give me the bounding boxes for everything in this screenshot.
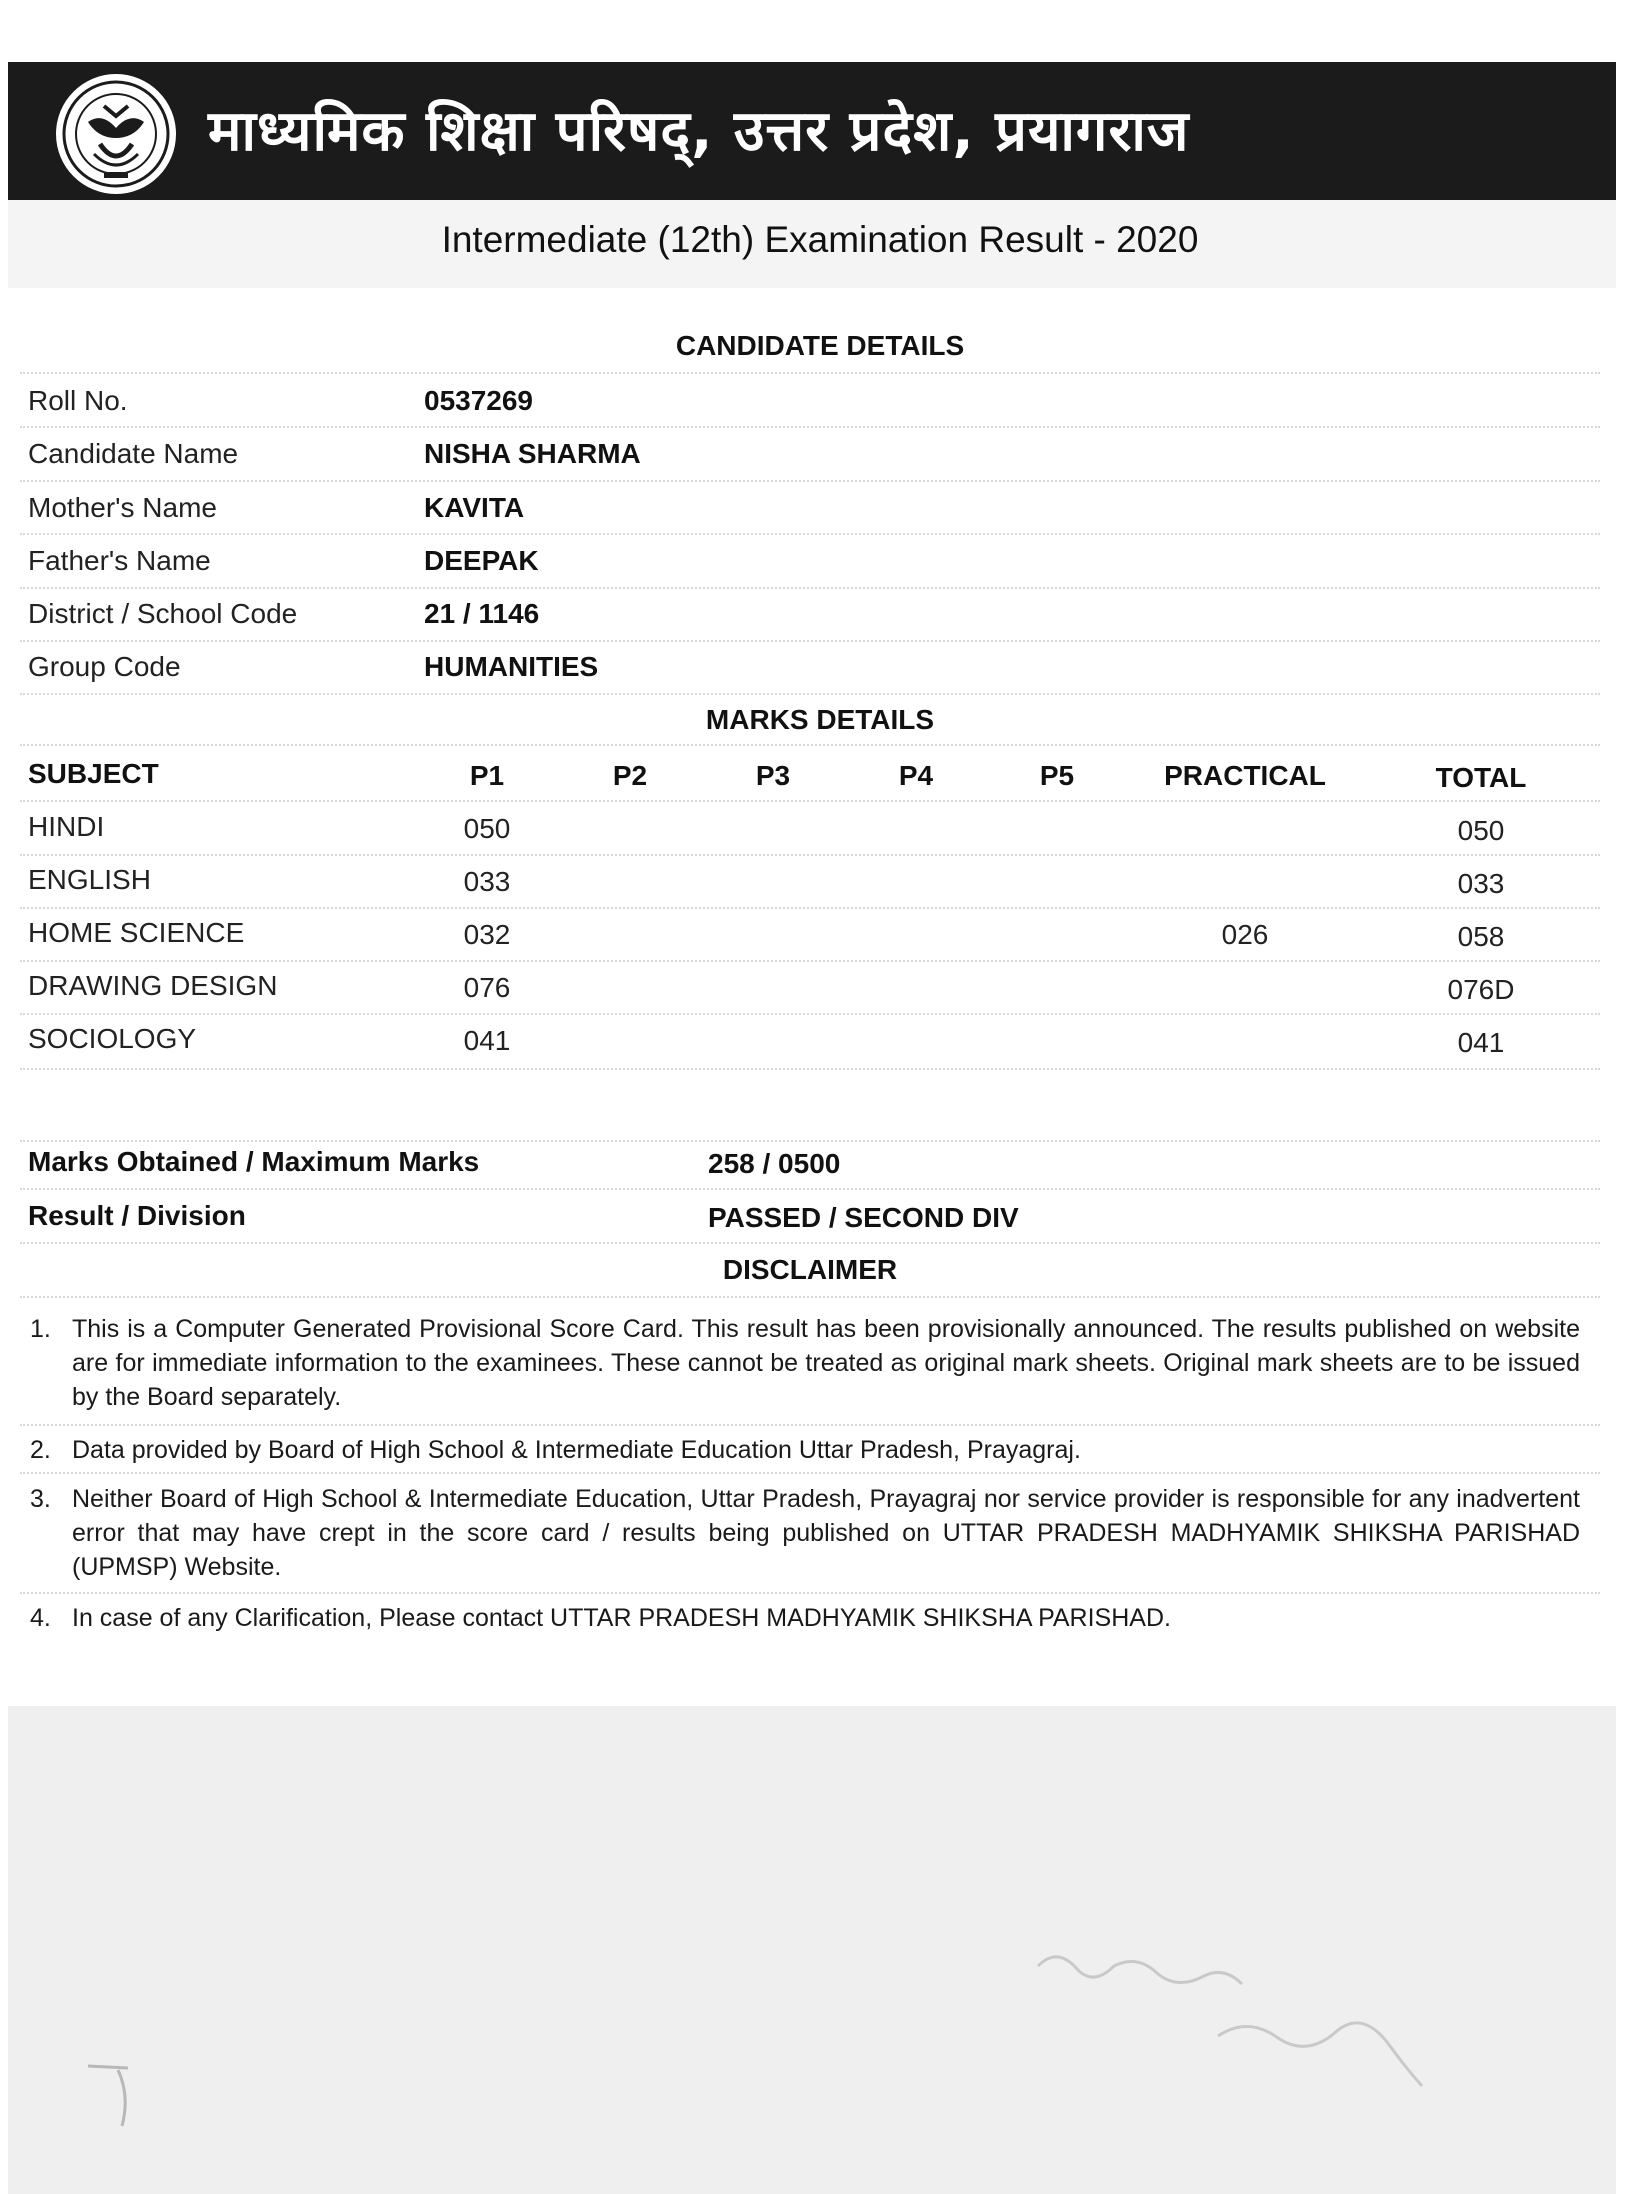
handwritten-signature-mark: [1018, 1926, 1438, 2126]
marks-obtained-value: 258 / 0500: [708, 1148, 841, 1179]
disclaimer-number: 4.: [30, 1604, 51, 1632]
p1-cell: 076: [463, 972, 511, 1003]
divider: [20, 1068, 1600, 1070]
disclaimer-heading: DISCLAIMER: [722, 1254, 898, 1285]
mother-name-label: Mother's Name: [28, 492, 217, 523]
board-name-hindi: माध्यमिक शिक्षा परिषद्, उत्तर प्रदेश, प्रयागराज: [208, 99, 1190, 164]
up-government-emblem-icon: [54, 72, 178, 196]
divider: [20, 854, 1600, 856]
disclaimer-item: [30, 1312, 1580, 1414]
divider: [20, 1140, 1600, 1142]
father-name-value: DEEPAK: [424, 545, 539, 576]
divider: [20, 480, 1600, 482]
divider: [20, 693, 1600, 695]
total-cell: 033: [1457, 868, 1505, 899]
subject-cell: ENGLISH: [28, 864, 151, 895]
divider: [20, 1424, 1600, 1426]
total-cell: 076D: [1447, 974, 1515, 1005]
divider: [20, 1592, 1600, 1594]
disclaimer-text: This is a Computer Generated Provisional Score Card. This result has been provisionally announced. The results published on website are for immediate information to the examinees. These cannot be treated as original mark sheets. Original mark sheets are to be issued by the Board separately.: [72, 1315, 1580, 1411]
district-school-code-label: District / School Code: [28, 598, 298, 629]
divider: [20, 907, 1600, 909]
divider: [20, 533, 1600, 535]
divider: [20, 960, 1600, 962]
divider: [20, 1188, 1600, 1190]
disclaimer-number: 2.: [30, 1436, 51, 1464]
divider: [20, 744, 1600, 746]
divider: [20, 1296, 1600, 1298]
roll-no-value: 0537269: [424, 385, 534, 416]
disclaimer-text: Data provided by Board of High School & Intermediate Education Uttar Pradesh, Prayagraj.: [72, 1436, 1081, 1464]
roll-no-label: Roll No.: [28, 385, 128, 416]
total-cell: 050: [1457, 815, 1505, 846]
disclaimer-text: In case of any Clarification, Please contact UTTAR PRADESH MADHYAMIK SHIKSHA PARISHAD.: [72, 1604, 1171, 1632]
divider: [20, 640, 1600, 642]
disclaimer-number: 1.: [30, 1315, 51, 1343]
p1-cell: 033: [463, 866, 511, 897]
district-school-code-value: 21 / 1146: [424, 598, 540, 629]
subject-cell: HINDI: [28, 811, 105, 842]
blank-footer-area: [8, 1706, 1616, 2194]
column-header-p2: P2: [612, 760, 648, 791]
result-division-label: Result / Division: [28, 1200, 246, 1231]
column-header-p1: P1: [469, 760, 505, 791]
exam-title: Intermediate (12th) Examination Result - 2020: [441, 219, 1199, 260]
practical-cell: 026: [1221, 919, 1269, 950]
divider: [20, 372, 1600, 374]
total-cell: 041: [1457, 1027, 1505, 1058]
column-header-p3: P3: [755, 760, 791, 791]
divider: [20, 587, 1600, 589]
subject-cell: SOCIOLOGY: [28, 1023, 197, 1054]
subject-cell: HOME SCIENCE: [28, 917, 245, 948]
disclaimer-number: 3.: [30, 1485, 51, 1513]
candidate-details-heading: CANDIDATE DETAILS: [675, 330, 965, 361]
pen-mark: [78, 2056, 158, 2136]
column-header-p4: P4: [898, 760, 934, 791]
divider: [20, 800, 1600, 802]
column-header-practical: PRACTICAL: [1164, 760, 1326, 791]
candidate-name-value: NISHA SHARMA: [424, 438, 641, 469]
column-header-total: TOTAL: [1435, 762, 1527, 793]
total-cell: 058: [1457, 921, 1505, 952]
group-code-label: Group Code: [28, 651, 181, 682]
divider: [20, 426, 1600, 428]
marks-details-heading: MARKS DETAILS: [705, 704, 935, 735]
father-name-label: Father's Name: [28, 545, 211, 576]
divider: [20, 1472, 1600, 1474]
divider: [20, 1242, 1600, 1244]
marks-obtained-label: Marks Obtained / Maximum Marks: [28, 1146, 480, 1177]
disclaimer-item: [30, 1433, 1580, 1467]
candidate-name-label: Candidate Name: [28, 438, 239, 469]
result-division-value: PASSED / SECOND DIV: [708, 1202, 1019, 1233]
group-code-value: HUMANITIES: [424, 651, 599, 682]
p1-cell: 050: [463, 813, 511, 844]
disclaimer-text: Neither Board of High School & Intermediate Education, Uttar Pradesh, Prayagraj nor service provider is responsible for any inadvertent error that may have crept in the score card / results being published on UTTAR PRADESH MADHYAMIK SHIKSHA PARISHAD (UPMSP) Website.: [72, 1485, 1580, 1581]
divider: [20, 1013, 1600, 1015]
header-banner: [8, 62, 1616, 200]
disclaimer-item: [30, 1601, 1580, 1635]
column-header-subject: SUBJECT: [28, 758, 159, 789]
column-header-p5: P5: [1039, 760, 1075, 791]
disclaimer-item: [30, 1482, 1580, 1584]
p1-cell: 032: [463, 919, 511, 950]
mother-name-value: KAVITA: [424, 492, 525, 523]
p1-cell: 041: [463, 1025, 511, 1056]
subject-cell: DRAWING DESIGN: [28, 970, 278, 1001]
